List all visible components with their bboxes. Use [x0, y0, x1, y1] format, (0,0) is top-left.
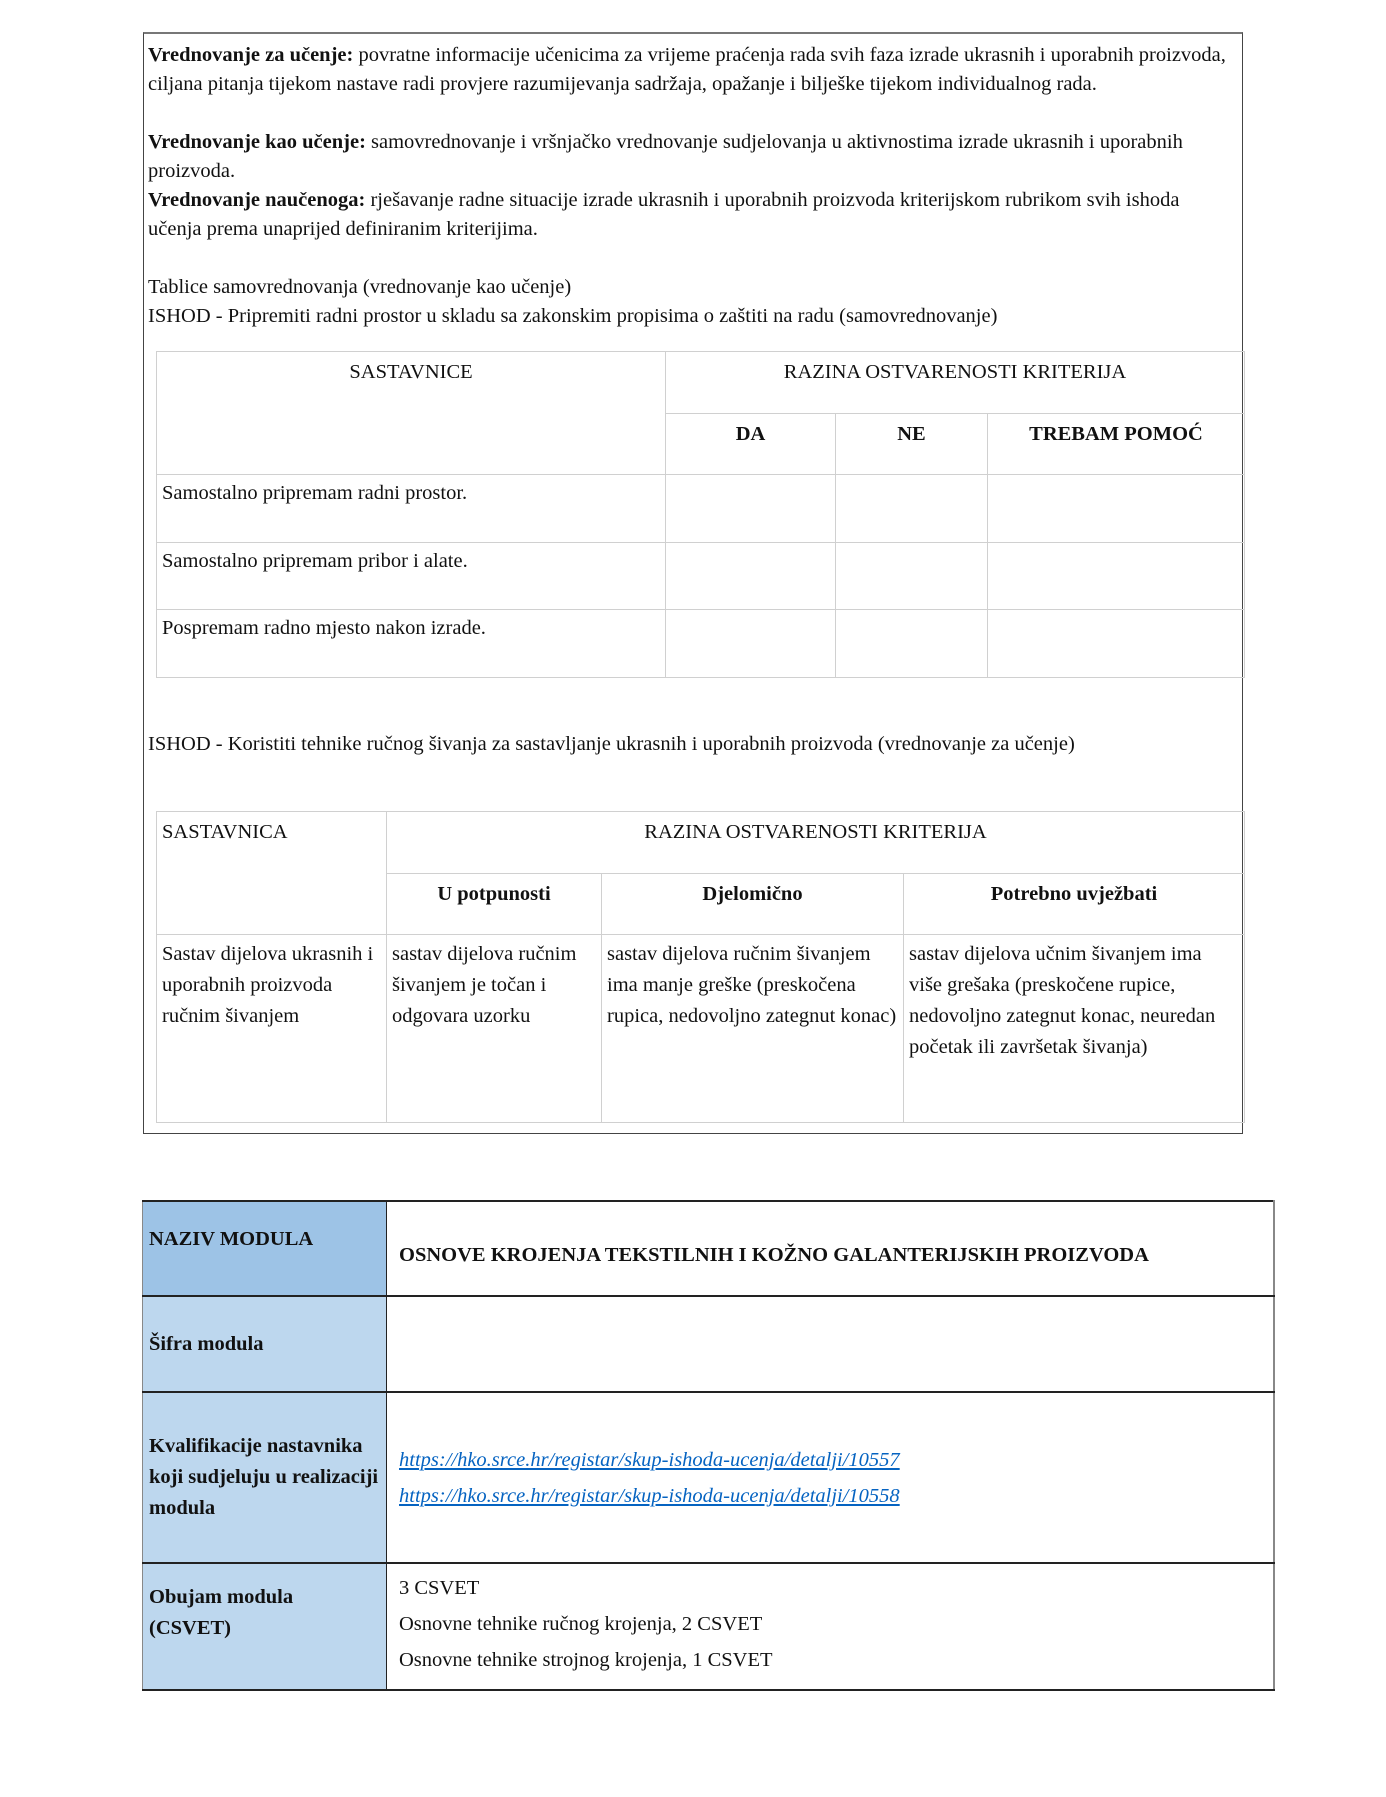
table1-criterion: Pospremam radno mjesto nakon izrade. [157, 610, 666, 678]
volume-machine-cutting: Osnovne tehnike strojnog krojenja, 1 CSVET [399, 1649, 773, 1671]
self-eval-table [156, 351, 1245, 678]
module-volume-value [387, 1563, 1274, 1690]
module-info-table [142, 1200, 1275, 1691]
table-row [157, 543, 1245, 610]
eval-of-learning-text: rješavanje radne situacije izrade ukrasnih i uporabnih proizvoda kriterijskom rubrikom svih ishoda učenja prema unaprijed definiranim kriterijima. [148, 189, 1180, 240]
table-row [157, 610, 1245, 678]
learning-eval-table [156, 811, 1245, 1123]
eval-as-learning-label: Vrednovanje kao učenje: [148, 131, 366, 153]
qualification-link-10558[interactable]: https://hko.srce.hr/registar/skup-ishoda-ucenja/detalji/10558 [399, 1484, 900, 1507]
volume-manual-cutting: Osnovne tehnike ručnog krojenja, 2 CSVET [399, 1613, 763, 1635]
volume-total: 3 CSVET [399, 1577, 480, 1599]
outcome-1-heading: ISHOD - Pripremiti radni prostor u skladu sa zakonskim propisima o zaštiti na radu (samovrednovanje) [148, 305, 998, 327]
table1-cell-ne[interactable] [836, 610, 988, 678]
eval-of-learning-label: Vrednovanje naučenoga: [148, 189, 366, 211]
eval-for-learning-text: povratne informacije učenicima za vrijeme praćenja rada svih faza izrade ukrasnih i uporabnih proizvoda, ciljana pitanja tijekom nastave radi provjere razumijevanja sadržaja, opažanje i bilješke tijekom individualnog rada. [148, 44, 1226, 95]
module-qualifications-value [387, 1392, 1274, 1563]
table1-criterion: Samostalno pripremam pribor i alate. [157, 543, 666, 610]
table1-criterion: Samostalno pripremam radni prostor. [157, 475, 666, 543]
module-code-label: Šifra modula [143, 1296, 387, 1392]
table1-group-header: RAZINA OSTVARENOSTI KRITERIJA [666, 352, 1245, 414]
table2-criterion: Sastav dijelova ukrasnih i uporabnih proizvoda ručnim šivanjem [157, 935, 387, 1123]
table1-cell-trebam-pomoc[interactable] [988, 475, 1245, 543]
eval-for-learning-paragraph [148, 41, 1233, 99]
table2-group-header: RAZINA OSTVARENOSTI KRITERIJA [387, 812, 1245, 874]
module-code-value[interactable] [387, 1296, 1274, 1392]
table2-cell-fully: sastav dijelova ručnim šivanjem je točan i odgovara uzorku [387, 935, 602, 1123]
table1-cell-da[interactable] [666, 610, 836, 678]
table1-cell-ne[interactable] [836, 475, 988, 543]
table2-subheader-partially: Djelomično [602, 874, 904, 935]
table2-col-header: SASTAVNICA [157, 812, 387, 935]
table-row [157, 935, 1245, 1123]
table1-cell-trebam-pomoc[interactable] [988, 610, 1245, 678]
table1-cell-trebam-pomoc[interactable] [988, 543, 1245, 610]
module-qualifications-row [143, 1392, 1274, 1563]
eval-as-learning-text: samovrednovanje i vršnjačko vrednovanje sudjelovanja u aktivnostima izrade ukrasnih i uporabnih proizvoda. [148, 131, 1183, 182]
table2-subheader-fully: U potpunosti [387, 874, 602, 935]
module-volume-row [143, 1563, 1274, 1690]
table1-subheader-trebam-pomoc: TREBAM POMOĆ [988, 414, 1245, 475]
module-name-label: NAZIV MODULA [143, 1201, 387, 1296]
self-eval-title: Tablice samovrednovanja (vrednovanje kao učenje) [148, 276, 572, 298]
eval-as-learning-paragraph [148, 128, 1233, 186]
table1-subheader-da: DA [666, 414, 836, 475]
module-name-row [143, 1201, 1274, 1296]
module-code-row [143, 1296, 1274, 1392]
outcome-2-heading: ISHOD - Koristiti tehnike ručnog šivanja za sastavljanje ukrasnih i uporabnih proizvoda (vrednovanje za učenje) [148, 733, 1075, 755]
table1-subheader-ne: NE [836, 414, 988, 475]
table2-subheader-needs-practice: Potrebno uvježbati [904, 874, 1245, 935]
eval-of-learning-paragraph [148, 186, 1233, 244]
table1-cell-da[interactable] [666, 475, 836, 543]
qualification-link-10557[interactable]: https://hko.srce.hr/registar/skup-ishoda-ucenja/detalji/10557 [399, 1448, 900, 1471]
table2-cell-needs-practice: sastav dijelova učnim šivanjem ima više grešaka (preskočene rupice, nedovoljno zategnut konac, neuredan početak ili završetak šivanja) [904, 935, 1245, 1123]
table2-cell-partially: sastav dijelova ručnim šivanjem ima manje greške (preskočena rupica, nedovoljno zategnut konac) [602, 935, 904, 1123]
eval-for-learning-label: Vrednovanje za učenje: [148, 44, 354, 66]
table-row [157, 475, 1245, 543]
module-qualifications-label: Kvalifikacije nastavnika koji sudjeluju u realizaciji modula [143, 1392, 387, 1563]
module-name-value: OSNOVE KROJENJA TEKSTILNIH I KOŽNO GALANTERIJSKIH PROIZVODA [387, 1201, 1274, 1296]
module-volume-label: Obujam modula (CSVET) [143, 1563, 387, 1690]
table1-col-header: SASTAVNICE [157, 352, 666, 475]
table1-cell-da[interactable] [666, 543, 836, 610]
table1-cell-ne[interactable] [836, 543, 988, 610]
